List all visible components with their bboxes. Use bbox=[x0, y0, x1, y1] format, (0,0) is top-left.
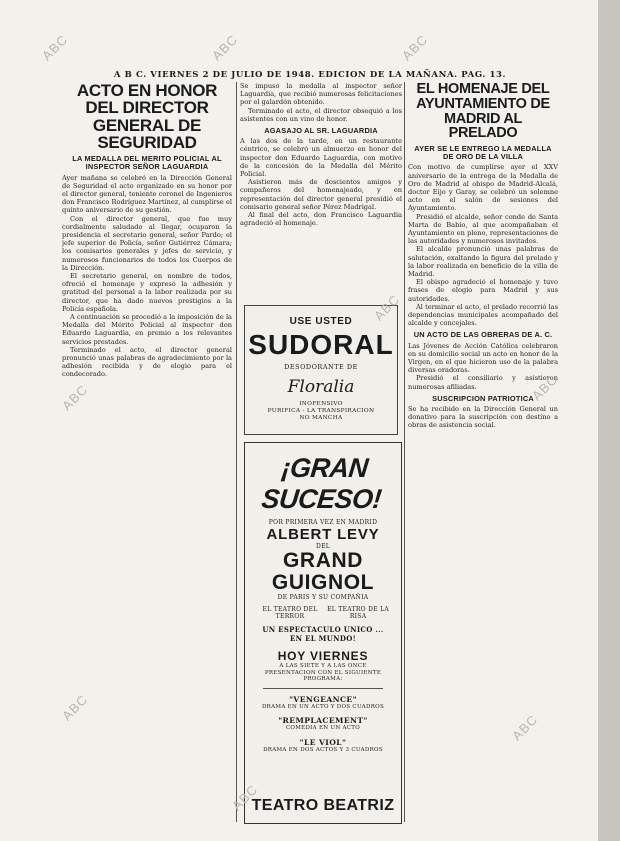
watermark: ABC bbox=[399, 31, 431, 64]
watermark: ABC bbox=[371, 291, 403, 324]
right-subhead: AYER SE LE ENTREGO LA MEDALLA DE ORO DE LA VILLA bbox=[414, 144, 552, 162]
ad-date: HOY VIERNES bbox=[277, 649, 369, 663]
theatre-advertisement bbox=[244, 442, 402, 824]
ad-subtitle: DESODORANTE DE bbox=[284, 363, 358, 371]
right-subhead-2: UN ACTO DE LAS OBRERAS DE A. C. bbox=[413, 330, 553, 340]
running-header: A B C. VIERNES 2 DE JULIO DE 1948. EDICION DE LA MAÑANA. PAG. 13. bbox=[113, 70, 507, 80]
ad-use-usted: USE USTED bbox=[289, 316, 353, 327]
left-paragraph: Terminado el acto, el director general pronunció unas palabras de agradecimiento por la adhesión recibida y de elogio para el condecorado. bbox=[62, 345, 232, 379]
ad-line-first-time: POR PRIMERA VEZ EN MADRID bbox=[268, 519, 378, 526]
ad-divider bbox=[263, 688, 383, 689]
mid-paragraph: Terminado el acto, el director obsequió a los asistentes con un vino de honor. bbox=[240, 106, 402, 123]
watermark: ABC bbox=[39, 31, 71, 64]
page-edge bbox=[598, 0, 620, 841]
watermark: ABC bbox=[59, 381, 91, 414]
ad-maker-logo: Floralia bbox=[287, 377, 355, 397]
right-paragraph: Se ha recibido en la Dirección General un donativo para la suscripción con destino a obras de asistencia social. bbox=[408, 404, 558, 430]
mid-paragraph: Al final del acto, don Francisco Laguardia agradeció el homenaje. bbox=[240, 210, 402, 228]
watermark: ABC bbox=[209, 31, 241, 64]
right-paragraph: Las Jóvenes de Acción Católica celebraron en su domicilio social un acto en honor de la Virgen, en el que hicieron uso de la palabra diversas oradoras. bbox=[408, 341, 558, 375]
ad-play-3-desc: DRAMA EN DOS ACTOS Y 3 CUADROS bbox=[263, 746, 383, 753]
mid-paragraph: A las dos de la tarde, en un restaurante céntrico, se celebró un almuerzo en honor del inspector don Eduardo Laguardia, con motivo de la concesión de la Medalla del Mérito Policial. bbox=[240, 137, 402, 178]
sudoral-advertisement bbox=[244, 305, 398, 435]
ad-play-2-desc: COMEDIA EN UN ACTO bbox=[285, 725, 361, 732]
left-headline: ACTO EN HONOR DEL DIRECTOR GENERAL DE SEGURIDAD bbox=[76, 82, 218, 152]
ad-slogans bbox=[245, 606, 401, 620]
ad-slogan-right: EL TEATRO DE LA RISA bbox=[327, 606, 390, 620]
right-paragraph: Al terminar el acto, el prelado recorrió las dependencias municipales acompañado del alcalde y concejales. bbox=[408, 302, 558, 328]
right-paragraph: Presidió el alcalde, señor conde de Santa Marta de Babío, al que acompañaban el Ayuntamiento en pleno, representaciones de las autoridades y numerosos invitados. bbox=[408, 212, 558, 246]
ad-times: A LAS SIETE Y A LAS ONCE bbox=[279, 663, 367, 669]
ad-slogan-left: EL TEATRO DEL TERROR bbox=[262, 606, 318, 620]
mid-paragraph: Se impuso la medalla al inspector señor Laguardia, que recibió numerosas felicitaciones por el galardón obtenido. bbox=[240, 82, 402, 107]
ad-foot-3: NO MANCHA bbox=[299, 415, 343, 421]
mid-article bbox=[240, 82, 402, 297]
right-paragraph: El alcalde pronunció unas palabras de salutación, exaltando la figura del prelado y la labor realizada en beneficio de la villa de Madrid. bbox=[408, 245, 558, 279]
right-paragraph: Presidió el consiliario y asistieron numerosas afiliadas. bbox=[408, 374, 558, 391]
ad-show-2: EN EL MUNDO! bbox=[290, 634, 356, 643]
ad-brand: SUDORAL bbox=[248, 329, 394, 360]
column-rule-1 bbox=[236, 82, 237, 822]
ad-venue: TEATRO BEATRIZ bbox=[251, 797, 395, 814]
left-paragraph: Ayer mañana se celebró en la Dirección General de Seguridad el acto organizado en su honor por el director general, teniente coronel de Ingenieros don Francisco Rodríguez Martínez, al cumplirse el quinto aniversario de su gestión. bbox=[62, 173, 232, 215]
left-paragraph: El secretario general, en nombre de todos, ofreció el homenaje y expresó la adhesión y gratitud del personal a la labor realizada por su director, que ha dado nuevos prestigios a la Policía española. bbox=[62, 272, 232, 313]
left-paragraph: Con el director general, que fue muy cordialmente saludado al llegar, ocuparon la presidencia el secretario general, señor Pardo; el jefe superior de Policía, señor Gutiérrez Cámara; los comisarios generales y jefes de servicio, y numerosos funcionarios de todos los Cuerpos de la Dirección. bbox=[62, 214, 232, 272]
right-headline: EL HOMENAJE DEL AYUNTAMIENTO DE MADRID AL PRELADO bbox=[416, 82, 550, 142]
ad-foot-2: PURIFICA - LA TRANSPIRACION bbox=[267, 408, 375, 414]
watermark: ABC bbox=[509, 711, 541, 744]
ad-foot-1: INOFENSIVO bbox=[299, 401, 343, 407]
watermark: ABC bbox=[59, 691, 91, 724]
ad-show-1: UN ESPECTACULO UNICO ... bbox=[262, 625, 384, 634]
right-paragraph: El obispo agradeció el homenaje y tuvo frases de elogio para Madrid y sus autoridades. bbox=[408, 278, 558, 303]
column-rule-2 bbox=[404, 82, 405, 822]
ad-play-1: "VENGEANCE" bbox=[289, 694, 357, 704]
watermark: ABC bbox=[529, 371, 561, 404]
left-article bbox=[62, 82, 232, 379]
ad-company: GRAND GUIGNOL bbox=[271, 549, 375, 594]
ad-play-1-desc: DRAMA EN UN ACTO Y DOS CUADROS bbox=[261, 703, 385, 710]
ad-headline: ¡GRAN SUCESO! bbox=[260, 453, 383, 514]
ad-play-2: "REMPLACEMENT" bbox=[278, 716, 368, 726]
ad-artist: ALBERT LEVY bbox=[266, 526, 380, 543]
right-paragraph: Con motivo de cumplirse ayer el XXV aniversario de la entrega de la Medalla de Oro de Madrid al obispo de Madrid-Alcalá, doctor Eijo y Garay, se celebró un solemne acto en el salón de sesiones del Ayuntamiento. bbox=[408, 163, 558, 213]
mid-subhead: AGASAJO AL SR. LAGUARDIA bbox=[264, 126, 378, 136]
ad-company-sub: DE PARIS Y SU COMPAÑIA bbox=[277, 594, 369, 601]
right-article bbox=[408, 82, 558, 430]
right-subhead-3: SUSCRIPCION PATRIOTICA bbox=[432, 393, 534, 403]
ad-play-3: "LE VIOL" bbox=[299, 737, 347, 747]
watermark: ABC bbox=[229, 781, 261, 814]
mid-paragraph: Asistieron más de doscientos amigos y compañeros del homenajeado, y en representación del director general presidió el comisario general señor Pérez Madrigal. bbox=[240, 178, 402, 211]
ad-del: DEL bbox=[315, 543, 331, 550]
left-subhead: LA MEDALLA DEL MERITO POLICIAL AL INSPECTOR SEÑOR LAGUARDIA bbox=[72, 154, 222, 172]
left-paragraph: A continuación se procedió a la imposición de la Medalla del Mérito Policial al inspector don Eduardo Laguardia, en premio a los relevantes servicios prestados. bbox=[62, 313, 232, 346]
ad-presentation: PRESENTACION CON EL SIGUIENTE PROGRAMA: bbox=[264, 669, 382, 683]
